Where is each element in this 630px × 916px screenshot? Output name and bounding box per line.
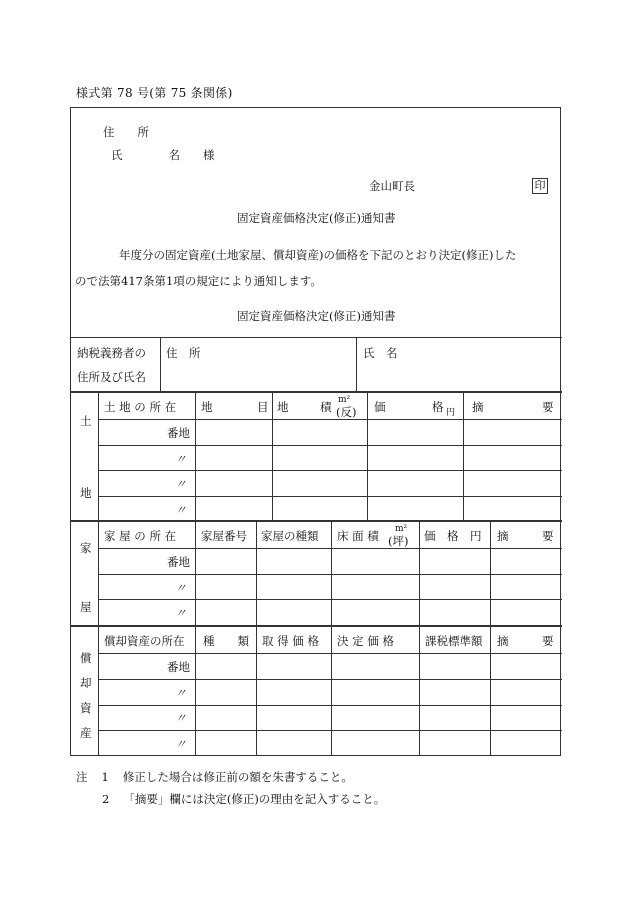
depreciable-row-2-location: 〃 [175, 686, 187, 700]
taxpayer-label-line1: 納税義務者の [77, 346, 146, 360]
rule [367, 391, 368, 520]
addressee-address-label: 住 所 [103, 125, 149, 139]
rule [256, 520, 257, 625]
rule [195, 391, 196, 520]
land-row-1-location: 番地 [167, 426, 190, 440]
note-label: 注 [76, 770, 88, 784]
house-row-3-location: 〃 [175, 606, 187, 620]
depreciable-side-4: 産 [80, 726, 92, 740]
rule [195, 520, 196, 625]
rule [98, 548, 562, 549]
depreciable-decided-header: 決 定 価 格 [337, 634, 394, 648]
land-price-header-b: 格 [432, 400, 444, 414]
house-area-unit-top: m² [395, 524, 408, 534]
house-side-bottom: 屋 [80, 600, 92, 614]
note-1 [76, 766, 385, 788]
rule [356, 337, 357, 391]
footnotes [76, 766, 385, 810]
depreciable-taxable-header: 課税標準額 [425, 634, 483, 648]
land-area-unit-top: m² [338, 395, 351, 405]
land-location-header: 土 地 の 所 在 [104, 400, 177, 414]
rule [490, 520, 491, 625]
house-row-2-location: 〃 [175, 581, 187, 595]
rule [419, 520, 420, 625]
rule [98, 705, 562, 706]
land-area-unit-bottom: (反) [336, 405, 357, 419]
rule [98, 599, 562, 600]
rule [71, 520, 562, 522]
land-price-header-a: 価 [374, 400, 386, 414]
house-floor-area-header: 床 面 積 [337, 529, 379, 543]
rule [98, 679, 562, 680]
depreciable-kind-header: 種 類 [203, 634, 249, 648]
note-2 [76, 788, 385, 810]
rule [331, 625, 332, 756]
rule [98, 391, 99, 520]
rule [71, 625, 562, 627]
land-area-header-a: 地 [277, 400, 289, 414]
house-remarks-header-b: 要 [542, 529, 554, 543]
rule [98, 625, 99, 756]
table-title: 固定資産価格決定(修正)通知書 [237, 309, 396, 323]
issuer-name: 金山町長 [369, 179, 415, 193]
rule [256, 625, 257, 756]
rule [98, 574, 562, 575]
rule [98, 653, 562, 654]
land-area-header-b: 積 [320, 400, 332, 414]
land-row-3-location: 〃 [175, 477, 187, 491]
form-number: 様式第 78 号(第 75 条関係) [76, 86, 233, 100]
land-remarks-header-b: 要 [542, 400, 554, 414]
rule [272, 391, 273, 520]
rule [419, 625, 420, 756]
house-side-top: 家 [80, 541, 92, 555]
depreciable-remarks-header-a: 摘 [497, 634, 509, 648]
rule [195, 625, 196, 756]
depreciable-acquisition-header: 取 得 価 格 [262, 634, 319, 648]
house-row-1-location: 番地 [167, 555, 190, 569]
note-2-number: 2 [102, 792, 110, 806]
depreciable-location-header: 償却資産の所在 [104, 634, 185, 648]
land-side-top: 土 [80, 414, 92, 428]
land-price-unit: 円 [446, 408, 456, 418]
depreciable-row-3-location: 〃 [175, 711, 187, 725]
depreciable-row-4-location: 〃 [175, 737, 187, 751]
rule [98, 419, 562, 420]
house-location-header: 家 屋 の 所 在 [104, 529, 177, 543]
rule [490, 625, 491, 756]
body-line-1: 年度分の固定資産(土地家屋、償却資産)の価格を下記のとおり決定(修正)した [119, 248, 517, 262]
rule [71, 337, 562, 338]
rule [98, 445, 562, 446]
note-2-text: 「摘要」欄には決定(修正)の理由を記入すること。 [123, 792, 386, 806]
notice-body [75, 242, 555, 294]
taxpayer-address-label: 住 所 [166, 346, 201, 360]
house-remarks-header-a: 摘 [497, 529, 509, 543]
rule [98, 496, 562, 497]
depreciable-remarks-header-b: 要 [542, 634, 554, 648]
land-side-bottom: 地 [80, 486, 92, 500]
land-remarks-header-a: 摘 [472, 400, 484, 414]
land-row-2-location: 〃 [175, 452, 187, 466]
rule [71, 391, 562, 393]
seal-mark: 印 [532, 178, 548, 194]
rule [98, 730, 562, 731]
rule [463, 391, 464, 520]
house-area-unit-bottom: (坪) [388, 534, 409, 548]
land-category-header-b: 目 [257, 400, 269, 414]
rule [331, 520, 332, 625]
rule [160, 337, 161, 391]
depreciable-side-2: 却 [80, 676, 92, 690]
house-kind-header: 家屋の種類 [261, 529, 319, 543]
rule [98, 520, 99, 625]
notice-form [70, 107, 561, 756]
depreciable-side-3: 資 [80, 701, 92, 715]
house-price-header: 価 格 円 [424, 529, 482, 543]
depreciable-row-1-location: 番地 [167, 660, 190, 674]
rule [98, 470, 562, 471]
addressee-name-label: 氏 名 様 [111, 148, 215, 162]
taxpayer-label-line2: 住所及び氏名 [77, 370, 146, 384]
note-1-number: 1 [101, 770, 109, 784]
taxpayer-name-label: 氏 名 [363, 346, 398, 360]
land-category-header-a: 地 [201, 400, 213, 414]
land-row-4-location: 〃 [175, 503, 187, 517]
depreciable-side-1: 償 [80, 651, 92, 665]
body-line-2: ので法第417条第1項の規定により通知します。 [75, 274, 322, 288]
house-number-header: 家屋番号 [201, 529, 247, 543]
notice-title: 固定資産価格決定(修正)通知書 [237, 211, 396, 225]
note-1-text: 修正した場合は修正前の額を朱書すること。 [122, 770, 353, 784]
